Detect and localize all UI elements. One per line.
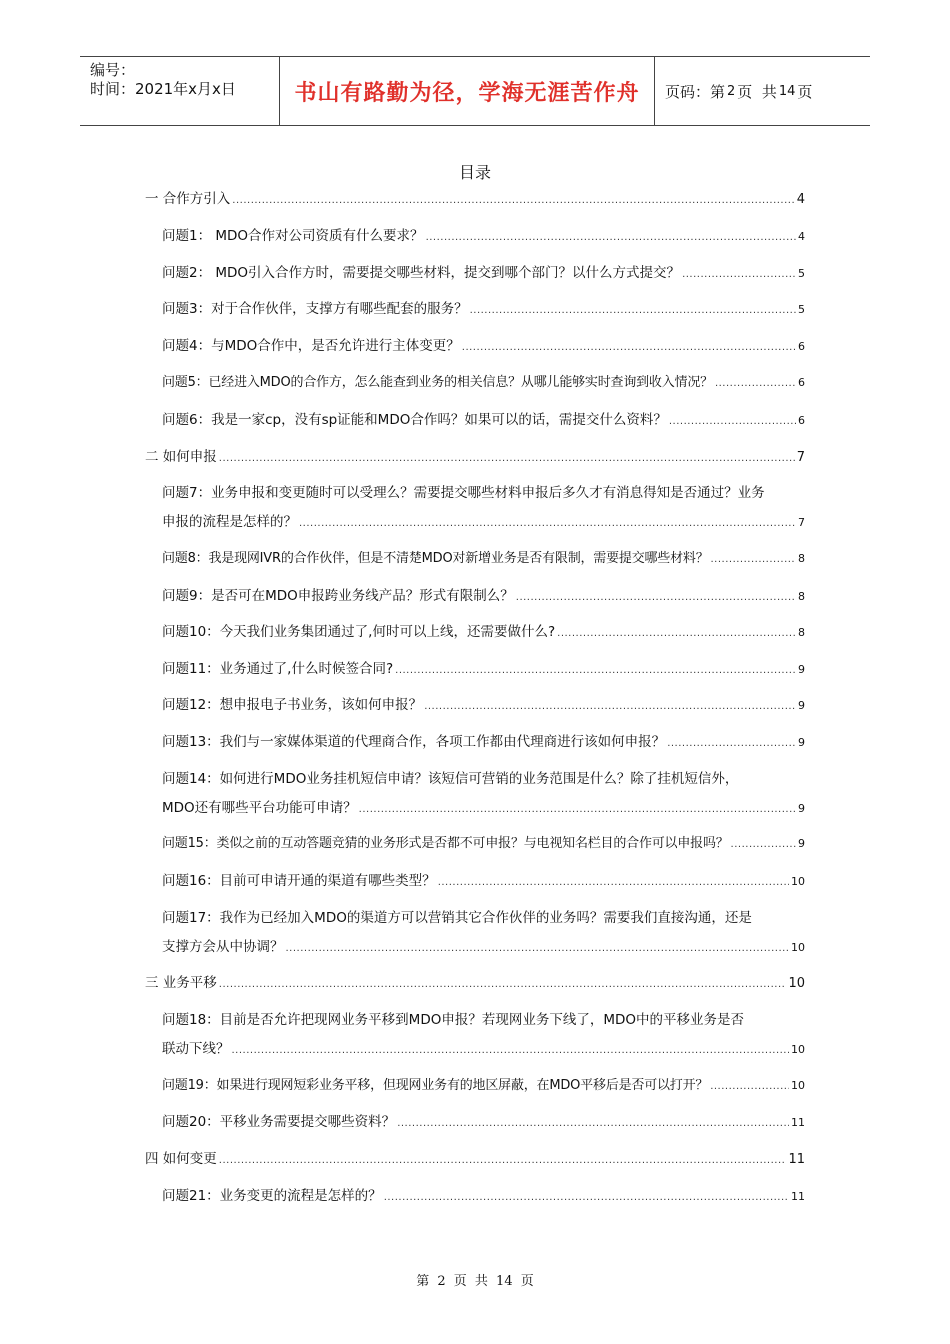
toc-entry[interactable]: 问题19：如果进行现网短彩业务平移，但现网业务有的地区屏蔽，在MDO平移后是否可以打开？ ..... 10: [162, 1077, 805, 1096]
toc-entry[interactable]: 问题1： MDO合作对公司资质有什么要求？ ..... 4: [162, 227, 805, 247]
date-label: 时间：2021年x月x日: [90, 80, 236, 98]
page-prefix: 页码：第: [665, 82, 726, 101]
toc-entry[interactable]: 问题11：业务通过了,什么时候签合同? ..... 9: [162, 660, 805, 680]
toc-entry[interactable]: 问题4：与MDO合作中，是否允许进行主体变更？ ..... 6: [162, 337, 805, 357]
page-suffix: 页: [797, 82, 813, 101]
toc-entry-line1[interactable]: 问题7：业务申报和变更随时可以受理么？需要提交哪些材料申报后多久才有消息得知是否通过？业务: [162, 485, 765, 501]
header-page-info: [655, 57, 870, 125]
page-header: [80, 56, 870, 126]
page-total: 14: [778, 83, 796, 99]
toc-entry-line1[interactable]: 问题14：如何进行MDO业务挂机短信申请？该短信可营销的业务范围是什么？除了挂机短信外，: [162, 771, 739, 787]
toc-entry-line1[interactable]: 问题17：我作为已经加入MDO的渠道方可以营销其它合作伙伴的业务吗？需要我们直接沟通，还是: [162, 910, 752, 926]
toc-entry[interactable]: 问题16：目前可申请开通的渠道有哪些类型？ ..... 10: [162, 872, 805, 892]
toc-entry[interactable]: 问题10：今天我们业务集团通过了,何时可以上线，还需要做什么? ..... 8: [162, 623, 805, 643]
page-mid: 页 共: [737, 82, 777, 101]
header-meta: [80, 57, 280, 125]
serial-label: 编号：: [90, 61, 136, 79]
toc-entry[interactable]: 问题12：想申报电子书业务，该如何申报？ ..... 9: [162, 696, 805, 716]
toc-entry[interactable]: 联动下线？ ..... 10: [162, 1040, 805, 1060]
toc-entry[interactable]: 问题3：对于合作伙伴，支撑方有哪些配套的服务？ ..... 5: [162, 300, 805, 320]
toc-entry[interactable]: 问题8：我是现网IVR的合作伙伴，但是不清楚MDO对新增业务是否有限制，需要提交哪些材料？ ..... 8: [162, 550, 805, 569]
toc-entry[interactable]: 问题9：是否可在MDO申报跨业务线产品？形式有限制么？ ..... 8: [162, 587, 805, 607]
toc-entry[interactable]: 二 如何申报 ..... 7: [145, 448, 805, 468]
toc-entry[interactable]: MDO还有哪些平台功能可申请？ ..... 9: [162, 799, 805, 819]
page-number: 2: [727, 83, 736, 99]
toc-entry[interactable]: 三 业务平移 ..... 10: [145, 974, 805, 994]
page-footer: 第 2 页 共 14 页: [416, 1274, 534, 1289]
toc-entry[interactable]: 问题13：我们与一家媒体渠道的代理商合作，各项工作都由代理商进行该如何申报？ ..... 9: [162, 733, 805, 753]
toc-title: 目录: [458, 163, 491, 182]
toc-entry[interactable]: 四 如何变更 ..... 11: [145, 1150, 805, 1170]
toc-entry[interactable]: 问题20：平移业务需要提交哪些资料？ ..... 11: [162, 1113, 805, 1133]
toc-entry[interactable]: 问题21：业务变更的流程是怎样的？ ..... 11: [162, 1187, 805, 1207]
toc-entry[interactable]: 问题5：已经进入MDO的合作方，怎么能查到业务的相关信息？从哪儿能够实时查询到收入情况？ ..... 6: [162, 374, 805, 393]
toc-entry[interactable]: 问题6：我是一家cp，没有sp证能和MDO合作吗？如果可以的话，需提交什么资料？ ..... 6: [162, 411, 805, 431]
toc-entry-line1[interactable]: 问题18：目前是否允许把现网业务平移到MDO申报？若现网业务下线了，MDO中的平移业务是否: [162, 1012, 745, 1028]
toc-entry[interactable]: 申报的流程是怎样的？ ..... 7: [162, 513, 805, 533]
header-motto: 书山有路勤为径，学海无涯苦作舟: [280, 57, 655, 125]
toc-entry[interactable]: 支撑方会从中协调？ ..... 10: [162, 938, 805, 958]
toc-entry[interactable]: 一 合作方引入 ..... 4: [145, 190, 805, 210]
toc-entry[interactable]: 问题15：类似之前的互动答题竞猜的业务形式是否都不可申报？与电视知名栏目的合作可以申报吗？ ..... 9: [162, 835, 805, 854]
toc-entry[interactable]: 问题2： MDO引入合作方时，需要提交哪些材料，提交到哪个部门？以什么方式提交？ ..... 5: [162, 264, 805, 284]
